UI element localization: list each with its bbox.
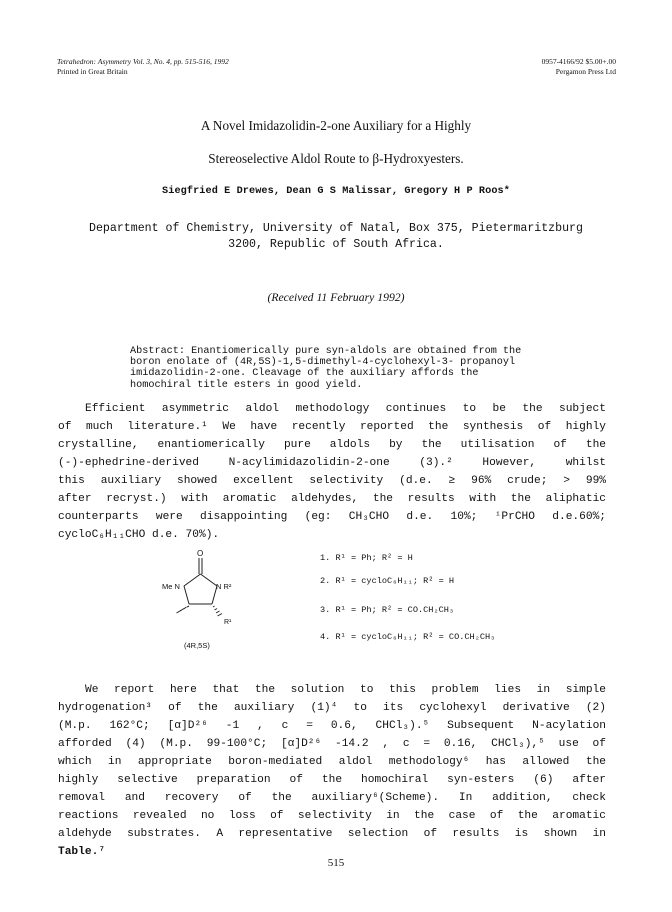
ring-bond-c2-n1: [184, 574, 201, 586]
compound-2: 2. R¹ = cycloC₆H₁₁; R² = H: [320, 576, 455, 586]
hashed-wedge-bond-r1: [213, 606, 222, 616]
ring-bond-c2-n3: [201, 574, 218, 586]
journal-citation: Tetrahedron: Asymmetry Vol. 3, No. 4, pp. 515-516, 1992: [57, 57, 229, 66]
paragraph-1-line: counterparts were disappointing (eg: CH₃CHO d.e. 10%; ⁱPrCHO d.e.60%;: [58, 511, 606, 523]
publisher: Pergamon Press Ltd: [555, 67, 616, 76]
paragraph-2-line: highly selective preparation of the homochiral syn-esters (6) after: [58, 774, 606, 786]
stereo-config-label: (4R,5S): [184, 641, 210, 650]
compound-4: 4. R¹ = cycloC₆H₁₁; R² = CO.CH₂CH₃: [320, 632, 496, 642]
paragraph-1-line: of much literature.¹ We have recently reported the synthesis of highly: [58, 421, 606, 433]
atom-label-nr2: N R²: [216, 582, 232, 591]
paragraph-1-line: Efficient asymmetric aldol methodology continues to be the subject: [85, 403, 606, 415]
paragraph-2-line: afforded (4) (M.p. 99-100°C; [α]D²⁶ -14.2 , c = 0.16, CHCl₃),⁵ use of: [58, 738, 606, 750]
affiliation-line-1: Department of Chemistry, University of Natal, Box 375, Pietermaritzburg: [89, 222, 583, 235]
received-date: (Received 11 February 1992): [267, 291, 405, 304]
abstract-line: imidazolidin-2-one. Cleavage of the auxiliary affords the: [130, 368, 479, 380]
author-list: Siegfried E Drewes, Dean G S Malissar, Gregory H P Roos*: [162, 186, 510, 197]
running-header-left: [57, 57, 229, 77]
ring-bond-n1-c5: [184, 586, 189, 604]
page-number: 515: [327, 857, 345, 869]
title-line-2: Stereoselective Aldol Route to β-Hydroxyesters.: [208, 151, 464, 166]
abstract-line: Abstract: Enantiomerically pure syn-aldols are obtained from the: [130, 346, 522, 357]
paragraph-2-line: Table.⁷: [58, 846, 105, 858]
paragraph-2-line: reactions revealed no loss of selectivity in the case of the aromatic: [58, 810, 606, 822]
imidazolidinone-structure: [146, 546, 266, 656]
abstract: [130, 346, 560, 391]
running-header-right: [542, 57, 616, 77]
title-line-1: A Novel Imidazolidin-2-one Auxiliary for a Highly: [200, 118, 472, 133]
abstract-line: homochiral title esters in good yield.: [130, 379, 363, 391]
paragraph-2-line: removal and recovery of the auxiliary⁶(Scheme). In addition, check: [58, 792, 606, 804]
price-code: 0957-4166/92 $5.00+.00: [541, 57, 616, 66]
paragraph-2-line: aldehyde substrates. A representative selection of results is shown in: [58, 828, 606, 840]
paragraph-2-line: We report here that the solution to this problem lies in simple: [85, 684, 606, 696]
atom-label-men: Me N: [162, 582, 180, 591]
affiliation-line-2: 3200, Republic of South Africa.: [228, 238, 444, 251]
compound-3: 3. R¹ = Ph; R² = CO.CH₂CH₃: [320, 605, 455, 615]
paragraph-2-line: (M.p. 162°C; [α]D²⁶ -1 , c = 0.6, CHCl₃).⁵ Subsequent N-acylation: [58, 720, 606, 732]
atom-label-o: O: [197, 549, 204, 558]
paragraph-1-line: after recryst.) with aromatic aldehydes, the results with the aliphatic: [58, 493, 606, 505]
abstract-line: boron enolate of (4R,5S)-1,5-dimethyl-4-cyclohexyl-3- propanoyl: [130, 357, 516, 369]
paragraph-1-line: cycloC₆H₁₁CHO d.e. 70%).: [58, 529, 220, 541]
paragraph-1-line: (-)-ephedrine-derived N-acylimidazolidin-2-one (3).² However, whilst: [58, 457, 606, 469]
compound-1: 1. R¹ = Ph; R² = H: [320, 553, 413, 563]
paragraph-2-line: which in appropriate boron-mediated aldol methodology⁶ has allowed the: [58, 756, 606, 768]
atom-label-r1: R¹: [224, 619, 232, 626]
paragraph-1-line: crystalline, enantiomerically pure aldols by the utilisation of the: [58, 439, 606, 451]
paragraph-2-line: hydrogenation³ of the auxiliary (1)⁴ to its cyclohexyl derivative (2): [58, 702, 606, 714]
printed-in: Printed in Great Britain: [57, 67, 128, 76]
hashed-wedge-bond: [177, 606, 190, 613]
paragraph-1-line: this auxiliary showed excellent selectivity (d.e. ≥ 96% crude; > 99%: [58, 475, 606, 487]
